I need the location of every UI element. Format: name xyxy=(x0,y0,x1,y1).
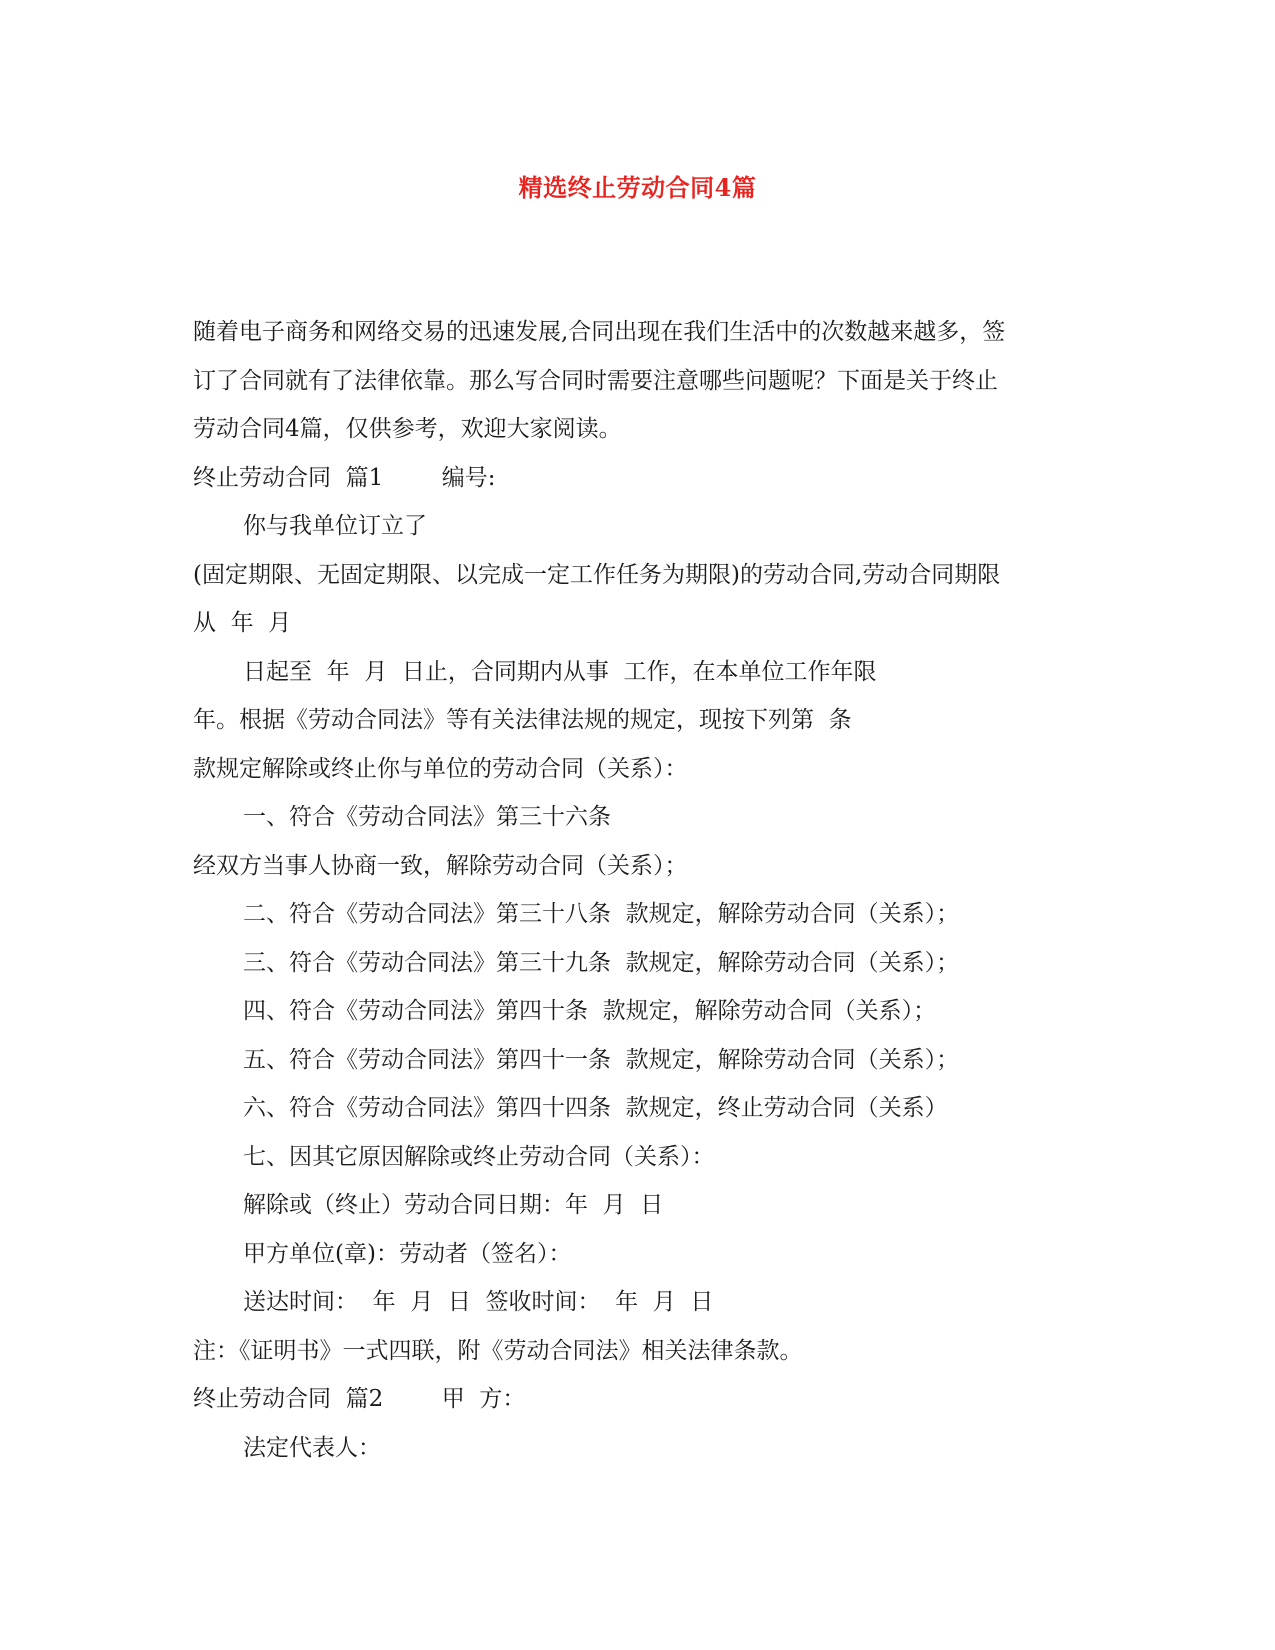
intro-line-2: 订了合同就有了法律依靠。那么写合同时需要注意哪些问题呢？下面是关于终止 xyxy=(193,367,998,394)
clause-item-1: 一、符合《劳动合同法》第三十六条 xyxy=(243,804,611,830)
clause-item-2: 二、符合《劳动合同法》第三十八条 款规定，解除劳动合同（关系）； xyxy=(243,901,960,927)
termination-date-line: 解除或（终止）劳动合同日期：年 月 日 xyxy=(243,1192,664,1218)
delivery-time-line: 送达时间： 年 月 日 签收时间： 年 月 日 xyxy=(243,1289,714,1315)
note-line: 注：《证明书》一式四联，附《劳动合同法》相关法律条款。 xyxy=(193,1337,803,1364)
clause-item-6: 六、符合《劳动合同法》第四十四条 款规定，终止劳动合同（关系） xyxy=(243,1095,948,1121)
paragraph-line: 你与我单位订立了 xyxy=(243,513,427,539)
intro-line-1: 随着电子商务和网络交易的迅速发展,合同出现在我们生活中的次数越来越多，签 xyxy=(193,319,1006,345)
paragraph-line: 日起至 年 月 日止，合同期内从事 工作，在本单位工作年限 xyxy=(243,658,877,685)
legal-representative-line: 法定代表人： xyxy=(243,1434,381,1461)
section-heading-2: 终止劳动合同 篇2 甲 方： xyxy=(193,1386,526,1412)
paragraph-line: (固定期限、无固定期限、以完成一定工作任务为期限)的劳动合同,劳动合同期限 xyxy=(193,561,1001,588)
paragraph-line: 年。根据《劳动合同法》等有关法律法规的规定，现按下列第 条 xyxy=(193,707,852,733)
clause-item-4: 四、符合《劳动合同法》第四十条 款规定，解除劳动合同（关系）； xyxy=(243,998,937,1024)
section-heading-1: 终止劳动合同 篇1 编号: xyxy=(193,464,496,491)
document-title: 精选终止劳动合同4篇 xyxy=(518,173,757,202)
clause-item-7: 七、因其它原因解除或终止劳动合同（关系）： xyxy=(243,1143,715,1170)
clause-item-1-cont: 经双方当事人协商一致，解除劳动合同（关系）； xyxy=(193,852,688,879)
clause-item-3: 三、符合《劳动合同法》第三十九条 款规定，解除劳动合同（关系）； xyxy=(243,949,960,976)
signature-line: 甲方单位(章)：劳动者（签名）： xyxy=(243,1240,572,1267)
paragraph-line: 款规定解除或终止你与单位的劳动合同（关系）： xyxy=(193,755,688,782)
paragraph-line: 从 年 月 xyxy=(193,610,292,636)
clause-item-5: 五、符合《劳动合同法》第四十一条 款规定，解除劳动合同（关系）； xyxy=(243,1046,960,1073)
intro-line-3: 劳动合同4篇，仅供参考，欢迎大家阅读。 xyxy=(193,416,622,442)
document-body xyxy=(193,308,1093,1472)
